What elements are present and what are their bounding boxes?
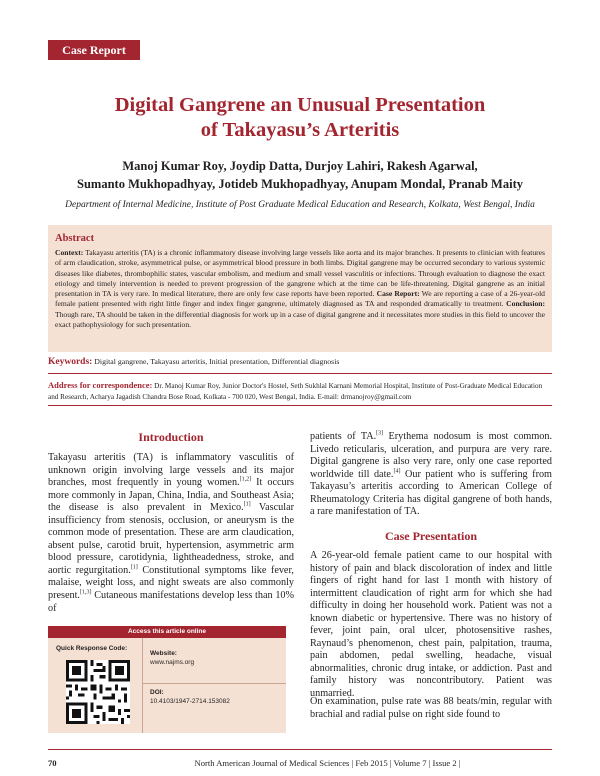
case-presentation-heading: Case Presentation — [384, 529, 478, 543]
footer-rule — [48, 749, 552, 750]
access-box-divider — [142, 638, 143, 733]
context-label: Context: — [55, 248, 84, 257]
access-article-heading: Access this article online — [48, 626, 286, 638]
correspondence-text: Dr. Manoj Kumar Roy, Junior Doctor's Hostel, Seth Sukhlal Karnani Memorial Hospital, Institute of Post-Graduate Medical Education and Research, Acharya Jagadish Chandra Bose Road, Kolkata - 700 020, West Bengal, India. E-mail: drmanojroy@gmail.com — [48, 382, 543, 401]
intro-text-3: Vascular insufficiency from stenosis, occlusion, or aneurysm is the common mode of presentation. These are arm claudication, absent pulse, carotid bruit, hypertension, asymmetric arm blood pressure, carotidynia, lightheadedness, stroke, and aortic regurgitation. — [48, 502, 295, 576]
doi-label: DOI: — [150, 689, 164, 696]
introduction-heading: Introduction — [138, 430, 204, 444]
citation-ref[interactable]: [1,2] — [239, 476, 252, 483]
intro-cont-text-2: Erythema nodosum is most common. Livedo reticularis, ulceration, and purpura are very rare. Digital gangrene is also very rare, only one case reported worldwide till date. — [310, 431, 552, 480]
intro-cont-text-3: Our patient who is suffering from Takayasu’s arteritis according to American College of Rheumatology Criteria has digital gangrene of both hands, a rare manifestation of TA. — [310, 468, 552, 518]
author-list-line-1: Manoj Kumar Roy, Joydip Datta, Durjoy Lahiri, Rakesh Agarwal, — [122, 159, 478, 173]
divider-top — [48, 373, 552, 374]
intro-text-2: It occurs more commonly in Japan, China, India, and Southeast Asia; the disease is also prevalent in Mexico. — [48, 477, 294, 514]
page-number: 70 — [48, 758, 57, 768]
article-title-line-2: of Takayasu’s Arteritis — [200, 119, 400, 141]
website-link[interactable]: www.najms.org — [150, 659, 195, 666]
qr-code-label: Quick Response Code: — [56, 645, 128, 652]
context-text: Takayasu arteritis (TA) is a chronic inflammatory disease involving large vessels like aorta and its major branches. It presents to clinician with features of arm claudication, stroke, asymmetrical pulse, or asymmetrical blood pressure in both limbs. Digital gangrene may be occurred secondary to various systemic diseases like diabetes, thrombophilic states, vascular embolism, and medium and small vessel vasculitis or infections. Through evaluation to diagnose the exact etiology and timely intervention is needed to prevent progression of the gangrene which at the time can be life-threatening. Digital gangrene as an initial presentation in TA is very rare. In medical literature, there are only few case reports have been reported. — [55, 248, 545, 298]
case-presentation-paragraph-2: On examination, pulse rate was 88 beats/min, regular with brachial and radial pulse on right side found to — [310, 696, 552, 720]
citation-ref[interactable]: [1] — [243, 501, 251, 508]
case-report-text: We are reporting a case of a 26-year-old female patient presented with right little finger and index finger gangrene, ultimately diagnosed as TA and responded dramatically to treatment. — [55, 289, 545, 309]
conclusion-label: Conclusion: — [506, 299, 545, 309]
correspondence-label: Address for correspondence: — [48, 380, 153, 390]
keywords — [48, 357, 552, 367]
abstract-heading: Abstract — [55, 233, 95, 244]
article-title-line-1: Digital Gangrene an Unusual Presentation — [114, 94, 486, 116]
citation-ref[interactable]: [1] — [130, 564, 138, 571]
access-box-row-divider — [142, 683, 286, 684]
author-list-line-2: Sumanto Mukhopadhyay, Jotideb Mukhopadhyay, Anupam Mondal, Pranab Maity — [77, 177, 523, 191]
keywords-label: Keywords: — [48, 357, 93, 367]
introduction-paragraph — [48, 452, 294, 615]
case-report-label: Case Report: — [376, 289, 420, 298]
journal-citation: North American Journal of Medical Sciences | Feb 2015 | Volume 7 | Issue 2 | — [194, 758, 461, 768]
abstract-body — [55, 248, 545, 330]
citation-ref[interactable]: [4] — [393, 468, 401, 475]
intro-continued-paragraph — [310, 431, 552, 519]
citation-ref[interactable]: [1,3] — [79, 589, 92, 596]
citation-ref[interactable]: [3] — [376, 430, 384, 437]
intro-text-1: Takayasu arteritis (TA) is inflammatory vasculitis of unknown origin involving large vessels and its major branches, most frequently in young women. — [48, 452, 294, 489]
divider-bottom — [48, 405, 552, 406]
case-presentation-paragraph-1: A 26-year-old female patient came to our hospital with history of pain and black discoloration of index and little fingers of right hand for last 1 month with history of intermittent claudication of right arm for which she had difficulty in doing her household work. Patient was not a known diabetic or hypertensive. There was no history of fever, joint pain, oral ulcer, photosensitive rashes, Raynaud’s phenomenon, chest pain, palpitation, trauma, pain abdomen, pedal swelling, headache, visual abnormalities, chronic drug intake, or addiction. Past and family history was noncontributory. Patient was unmarried. — [310, 550, 552, 700]
correspondence-address — [48, 380, 552, 402]
doi-value[interactable]: 10.4103/1947-2714.153082 — [150, 698, 230, 705]
article-type-badge: Case Report — [48, 40, 140, 60]
conclusion-text: Though rare, TA should be taken in the differential diagnosis for work up in a case of digital gangrene and it necessitates more studies in this field to uncover the exact pathophysiology for such presentation. — [55, 309, 545, 329]
keywords-text: Digital gangrene, Takayasu arteritis, Initial presentation, Differential diagnosis — [92, 357, 340, 366]
website-label: Website: — [150, 650, 177, 657]
author-affiliation: Department of Internal Medicine, Institute of Post Graduate Medical Education and Research, Kolkata, West Bengal, India — [65, 200, 535, 210]
qr-code — [66, 660, 130, 724]
intro-cont-text-1: patients of TA. — [310, 431, 377, 442]
intro-text-5: Cutaneous manifestations develop less than 10% of — [48, 590, 294, 614]
intro-text-4: Constitutional symptoms like fever, malaise, weight loss, and night sweats are also commonly present. — [48, 564, 294, 602]
